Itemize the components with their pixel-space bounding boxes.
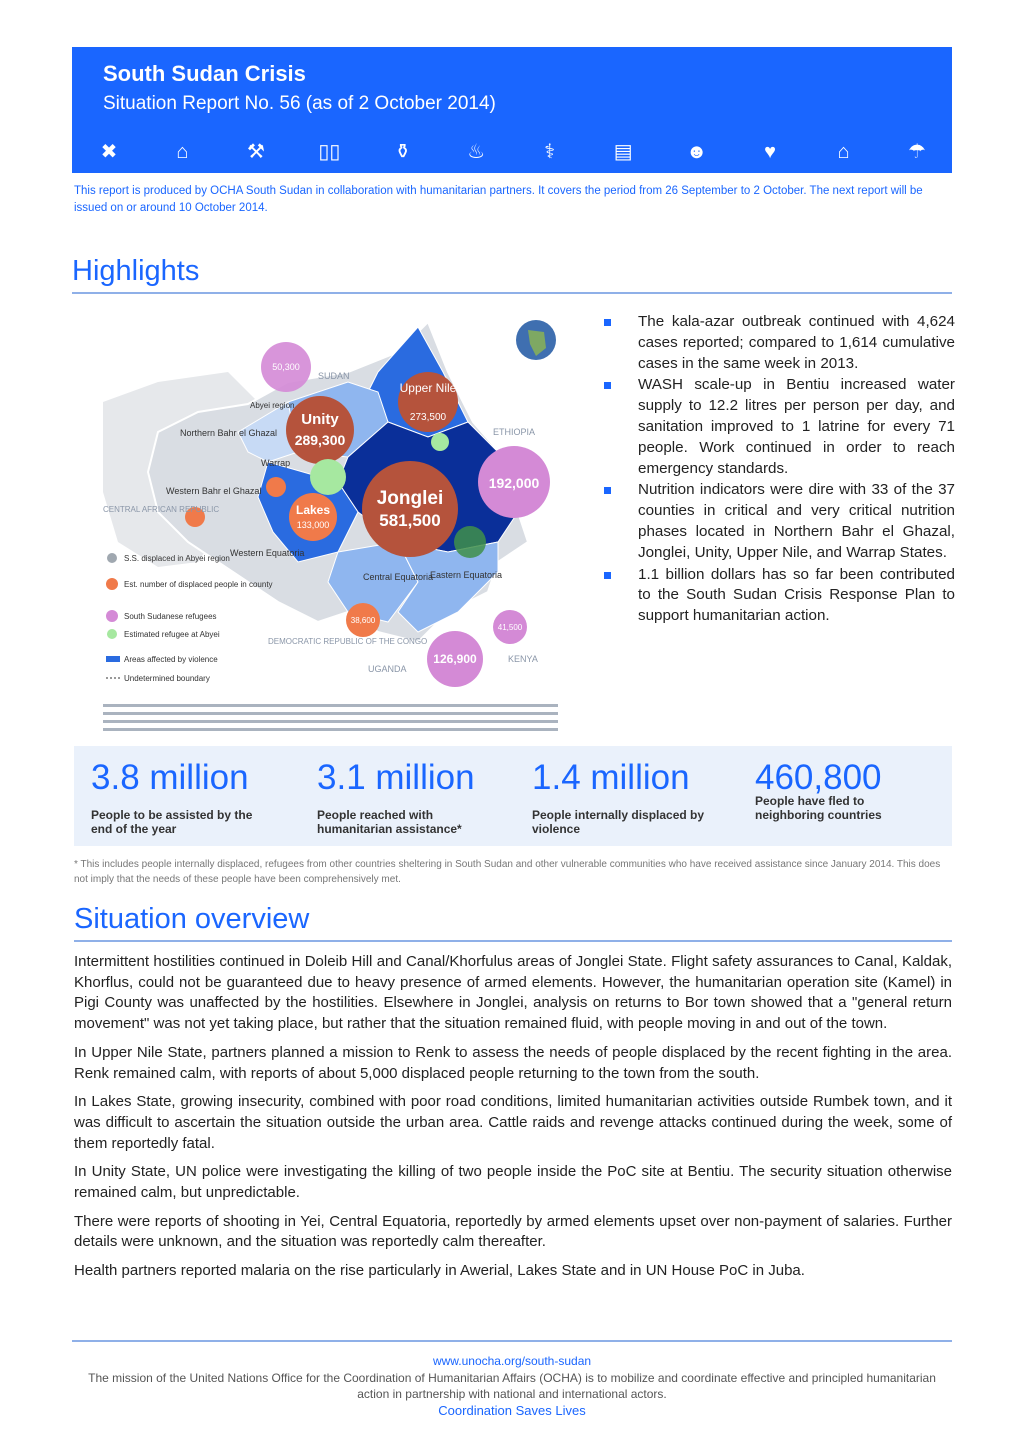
jonglei-value: 581,500 <box>379 511 441 530</box>
highlights-list <box>600 312 955 628</box>
highlight-item: 1.1 billion dollars has so far been contributed to the South Sudan Crisis Response Plan to support humanitarian action. <box>600 565 955 627</box>
footer-mission: The mission of the United Nations Office for the Coordination of Humanitarian Affairs (OCHA) is to mobilize and coordinate effective and principled humanitarian action in partnership with national and international actors. <box>88 1370 936 1401</box>
refugees-kenya-value: 41,500 <box>497 623 523 632</box>
legend-boundary: Undetermined boundary <box>124 674 210 683</box>
map-fine-print <box>103 704 558 731</box>
nutrition-icon: ▤ <box>613 141 633 163</box>
eeq-label: Eastern Equatoria <box>430 570 503 580</box>
fine-print-line <box>103 704 558 707</box>
warrap-bubble <box>266 477 286 497</box>
drc-country-label: DEMOCRATIC REPUBLIC OF THE CONGO <box>268 637 428 646</box>
footer-url-link[interactable]: www.unocha.org/south-sudan <box>432 1354 592 1368</box>
footer-rule <box>72 1340 952 1342</box>
early-recovery-icon: ⚒ <box>246 141 265 163</box>
fine-print-line <box>103 728 558 731</box>
report-subtitle: Situation Report No. 56 (as of 2 October 2014) <box>103 93 496 114</box>
overview-paragraph: There were reports of shooting in Yei, Central Equatoria, reportedly by armed elements upset over non-payment of salaries. Further details were unknown, and the situation was reportedly calm thereafter. <box>74 1212 952 1251</box>
weq-label: Western Equatoria <box>230 548 305 558</box>
refugees-ethiopia-value: 192,000 <box>488 475 540 491</box>
sudan-country-label: SUDAN <box>318 371 350 381</box>
ceq-label: Central Equatoria <box>363 572 434 582</box>
highlights-rule <box>72 292 952 294</box>
report-banner <box>72 47 952 173</box>
health-icon: ♨ <box>467 141 486 163</box>
highlight-item: Nutrition indicators were dire with 33 of the 37 counties in critical and very critical nutrition phases located in Northern Bahr el Ghazal, Jonglei, Unity, Upper Nile, and Warrap States. <box>600 480 955 563</box>
overview-rule <box>74 940 952 942</box>
jonglei-bubble <box>362 461 458 557</box>
legend-abyei-displaced: S.S. displaced in Abyei region <box>124 554 230 563</box>
legend-swatch-abyei-refugee <box>107 629 117 639</box>
legend-swatch-abyei-displaced <box>107 553 117 563</box>
wash-icon: ♥ <box>764 141 777 163</box>
legend-abyei-refugee: Estimated refugee at Abyei <box>124 630 220 639</box>
stats-footnote: * This includes people internally displaced, refugees from other countries sheltering in South Sudan and other vulnerable communities who have received assistance since January 2014. This does not imply that the needs of these people have been comprehensively met. <box>74 859 941 885</box>
unity-label: Unity <box>301 411 339 428</box>
food-security-icon: ⚱ <box>394 141 412 163</box>
highlight-item: The kala-azar outbreak continued with 4,624 cases reported; compared to 1,614 cumulative cases in the same week in 2013. <box>600 312 955 374</box>
abyei-refugee-bubble <box>310 459 346 495</box>
stat-value: 3.1 million <box>317 758 475 797</box>
education-icon: ▯▯ <box>318 141 341 163</box>
stat-value: 460,800 <box>755 758 882 797</box>
highlight-item: WASH scale-up in Bentiu increased water supply to 12.2 litres per person per day, and sanitation improved to 1 latrine for every 71 people. Work continued in order to reach emergency standards. <box>600 375 955 479</box>
fine-print-line <box>103 720 558 723</box>
nbeg-label: Northern Bahr el Ghazal <box>180 428 278 438</box>
lakes-value: 133,000 <box>296 520 330 530</box>
kenya-country-label: KENYA <box>508 654 538 664</box>
central-equatoria-value: 38,600 <box>350 616 376 625</box>
overview-heading: Situation overview <box>74 903 310 935</box>
upper-nile-value: 273,500 <box>409 412 447 423</box>
overview-paragraph: Intermittent hostilities continued in Doleib Hill and Canal/Khorfulus areas of Jonglei State. Flight safety assurances to Canal, Kaldak, Khorflus, could not be guaranteed due to heavy presence of armed elements. However, the humanitarian operation site (Kamel) in Pigi County was unaffected by the hostilities. Elsewhere in Jonglei, analysis on returns to Bor town showed that a "general return movement" was not yet taking place, but rather that the situation remained fluid, with people moving in and out of the town. <box>74 953 952 1033</box>
unity-value: 289,300 <box>294 432 346 448</box>
fine-print-line <box>103 712 558 715</box>
abyei-label: Abyei region <box>250 401 295 410</box>
stat-label: People have fled to neighboring countries <box>755 794 882 822</box>
protection-icon: ☻ <box>686 141 708 163</box>
stat-value: 3.8 million <box>91 758 249 797</box>
overview-paragraph: In Upper Nile State, partners planned a mission to Renk to assess the needs of people displaced by the recent fighting in the area. Renk remained calm, with reports of about 5,000 displaced people returning to the town from the south. <box>74 1043 952 1082</box>
warrap-label: Warrap <box>261 458 291 468</box>
stat-label: People internally displaced by violence <box>532 808 705 836</box>
legend-refugees: South Sudanese refugees <box>124 612 217 621</box>
unity-bubble <box>286 396 354 464</box>
key-figures-panel <box>74 746 952 846</box>
displacement-map <box>98 312 568 740</box>
jonglei-label: Jonglei <box>376 488 444 509</box>
report-title: South Sudan Crisis <box>103 61 306 86</box>
legend-county-displaced: Est. number of displaced people in county <box>124 580 273 589</box>
stat-value: 1.4 million <box>532 758 690 797</box>
camp-management-icon: ⌂ <box>837 141 850 163</box>
legend-swatch-violence <box>106 656 120 662</box>
lakes-bubble <box>289 493 337 541</box>
coordination-icon: ✖ <box>100 141 118 163</box>
stat-label: People to be assisted by the end of the year <box>91 808 253 836</box>
overview-paragraph: Health partners reported malaria on the rise particularly in Awerial, Lakes State and in UN House PoC in Juba. <box>74 1262 805 1280</box>
upper-nile-small-bubble <box>431 433 449 451</box>
lakes-label: Lakes <box>295 503 331 517</box>
logistics-icon: ⚕ <box>544 141 556 163</box>
shelter-icon: ⌂ <box>176 141 189 163</box>
footer-tagline: Coordination Saves Lives <box>438 1402 586 1418</box>
overview-paragraph: In Unity State, UN police were investigating the killing of two people inside the PoC site at Bentiu. The security situation otherwise remained calm, but unpredictable. <box>74 1163 952 1202</box>
upper-nile-label: Upper Nile <box>399 381 457 395</box>
legend-swatch-refugees <box>106 610 118 622</box>
wbeg-label: Western Bahr el Ghazal <box>166 486 262 496</box>
cluster-icons-row <box>92 137 934 167</box>
stat-label: People reached with humanitarian assistance* <box>317 808 462 836</box>
legend-violence: Areas affected by violence <box>124 655 218 664</box>
page-footer <box>72 1345 952 1419</box>
refugees-sudan-value: 50,300 <box>272 362 300 372</box>
ethiopia-country-label: ETHIOPIA <box>493 427 536 437</box>
jonglei-small-bubble <box>454 526 486 558</box>
overview-body <box>74 952 952 1290</box>
car-country-label: CENTRAL AFRICAN REPUBLIC <box>103 505 220 514</box>
uganda-country-label: UGANDA <box>368 664 407 674</box>
legend-swatch-county-displaced <box>106 578 118 590</box>
highlights-heading: Highlights <box>72 255 200 287</box>
refugees-uganda-value: 126,900 <box>433 652 477 666</box>
report-intro: This report is produced by OCHA South Sudan in collaboration with humanitarian partners. It covers the period from 26 September to 2 October. The next report will be issued on or around 10 October 2014. <box>74 185 923 214</box>
emergency-telecom-icon: ☂ <box>908 141 926 163</box>
overview-paragraph: In Lakes State, growing insecurity, combined with poor road conditions, limited humanitarian activities outside Rumbek town, and it was difficult to ascertain the situation outside the urban area. Cattle raids and revenge attacks continued during the week, some of them reportedly fatal. <box>74 1093 952 1152</box>
